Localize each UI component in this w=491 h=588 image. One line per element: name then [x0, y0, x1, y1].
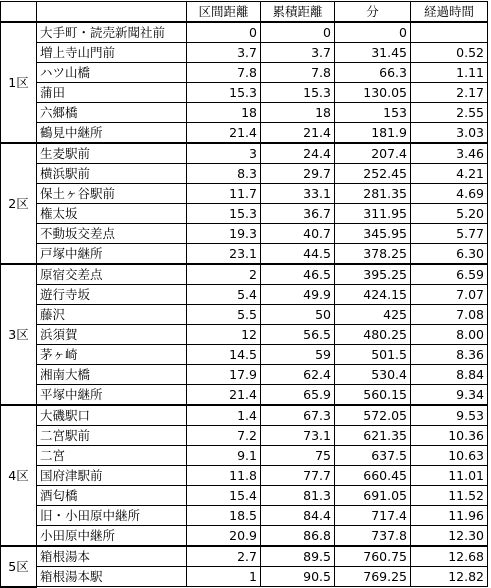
table-row	[1, 43, 488, 63]
minutes-cell[interactable]: 480.25	[335, 325, 411, 345]
interval-distance-cell[interactable]: 2.7	[187, 546, 261, 567]
cumulative-distance-cell[interactable]: 3.7	[261, 43, 335, 63]
interval-distance-cell[interactable]: 15.4	[187, 486, 261, 506]
cumulative-distance-cell[interactable]: 86.8	[261, 526, 335, 547]
elapsed-time-cell[interactable]: 11.96	[411, 506, 488, 526]
table-row	[1, 63, 488, 83]
table-row	[1, 264, 488, 285]
elapsed-time-cell[interactable]: 12.68	[411, 546, 488, 567]
minutes-cell[interactable]: 621.35	[335, 426, 411, 446]
minutes-cell[interactable]: 207.4	[335, 143, 411, 164]
checkpoint-name-cell[interactable]: 蒲田	[37, 83, 187, 103]
elapsed-time-cell[interactable]	[411, 22, 488, 43]
elapsed-time-cell[interactable]: 0.52	[411, 43, 488, 63]
table-row	[1, 123, 488, 144]
checkpoint-name-cell[interactable]: 箱根湯本駅	[37, 567, 187, 587]
cumulative-distance-cell[interactable]: 90.5	[261, 567, 335, 587]
table-row	[1, 285, 488, 305]
cumulative-distance-cell[interactable]: 77.7	[261, 466, 335, 486]
table-body	[1, 2, 488, 587]
checkpoint-name-cell[interactable]: 酒匂橋	[37, 486, 187, 506]
elapsed-time-cell[interactable]: 2.17	[411, 83, 488, 103]
interval-distance-cell[interactable]: 15.3	[187, 83, 261, 103]
table-row	[1, 345, 488, 365]
checkpoint-name-cell[interactable]: 横浜駅前	[37, 164, 187, 184]
elapsed-time-cell[interactable]: 5.20	[411, 204, 488, 224]
minutes-cell[interactable]: 660.45	[335, 466, 411, 486]
minutes-cell[interactable]: 395.25	[335, 264, 411, 285]
interval-distance-cell[interactable]: 2	[187, 264, 261, 285]
interval-distance-cell[interactable]: 9.1	[187, 446, 261, 466]
table-row	[1, 83, 488, 103]
interval-distance-cell[interactable]: 18.5	[187, 506, 261, 526]
table-row	[1, 405, 488, 426]
checkpoint-name-cell[interactable]: 原宿交差点	[37, 264, 187, 285]
elapsed-time-cell[interactable]: 10.63	[411, 446, 488, 466]
elapsed-time-cell[interactable]: 11.01	[411, 466, 488, 486]
minutes-cell[interactable]: 560.15	[335, 385, 411, 406]
interval-distance-cell[interactable]: 21.4	[187, 123, 261, 144]
cumulative-distance-cell[interactable]: 0	[261, 22, 335, 43]
cumulative-distance-cell[interactable]: 62.4	[261, 365, 335, 385]
cumulative-distance-cell[interactable]: 59	[261, 345, 335, 365]
checkpoint-name-cell[interactable]: 権太坂	[37, 204, 187, 224]
minutes-cell[interactable]: 572.05	[335, 405, 411, 426]
interval-distance-cell[interactable]: 14.5	[187, 345, 261, 365]
header-minutes[interactable]: 分	[335, 2, 411, 23]
minutes-cell[interactable]: 530.4	[335, 365, 411, 385]
header-cumulative-distance[interactable]: 累積距離	[261, 2, 335, 23]
interval-distance-cell[interactable]: 11.7	[187, 184, 261, 204]
interval-distance-cell[interactable]: 0	[187, 22, 261, 43]
minutes-cell[interactable]: 501.5	[335, 345, 411, 365]
table-row	[1, 143, 488, 164]
checkpoint-name-cell[interactable]: 平塚中継所	[37, 385, 187, 406]
cumulative-distance-cell[interactable]: 89.5	[261, 546, 335, 567]
cumulative-distance-cell[interactable]: 21.4	[261, 123, 335, 144]
checkpoint-name-cell[interactable]: 藤沢	[37, 305, 187, 325]
section-label-cell[interactable]: 4区	[1, 405, 37, 546]
cumulative-distance-cell[interactable]: 67.3	[261, 405, 335, 426]
checkpoint-name-cell[interactable]: 茅ヶ崎	[37, 345, 187, 365]
elapsed-time-cell[interactable]: 12.82	[411, 567, 488, 587]
minutes-cell[interactable]: 31.45	[335, 43, 411, 63]
elapsed-time-cell[interactable]: 3.46	[411, 143, 488, 164]
cumulative-distance-cell[interactable]: 73.1	[261, 426, 335, 446]
cumulative-distance-cell[interactable]: 49.9	[261, 285, 335, 305]
cumulative-distance-cell[interactable]: 75	[261, 446, 335, 466]
interval-distance-cell[interactable]: 3.7	[187, 43, 261, 63]
minutes-cell[interactable]: 760.75	[335, 546, 411, 567]
elapsed-time-cell[interactable]: 7.07	[411, 285, 488, 305]
minutes-cell[interactable]: 130.05	[335, 83, 411, 103]
minutes-cell[interactable]: 637.5	[335, 446, 411, 466]
cumulative-distance-cell[interactable]: 84.4	[261, 506, 335, 526]
checkpoint-name-cell[interactable]: 二宮駅前	[37, 426, 187, 446]
minutes-cell[interactable]: 378.25	[335, 244, 411, 265]
checkpoint-name-cell[interactable]: 浜須賀	[37, 325, 187, 345]
interval-distance-cell[interactable]: 7.8	[187, 63, 261, 83]
elapsed-time-cell[interactable]: 6.59	[411, 264, 488, 285]
interval-distance-cell[interactable]: 11.8	[187, 466, 261, 486]
table-row	[1, 204, 488, 224]
minutes-cell[interactable]: 0	[335, 22, 411, 43]
header-row	[1, 2, 488, 23]
cumulative-distance-cell[interactable]: 44.5	[261, 244, 335, 265]
elapsed-time-cell[interactable]: 7.08	[411, 305, 488, 325]
cumulative-distance-cell[interactable]: 46.5	[261, 264, 335, 285]
header-blank-name[interactable]	[37, 2, 187, 23]
checkpoint-name-cell[interactable]: 戸塚中継所	[37, 244, 187, 265]
checkpoint-name-cell[interactable]: 大磯駅口	[37, 405, 187, 426]
table-row	[1, 426, 488, 446]
table-row	[1, 103, 488, 123]
interval-distance-cell[interactable]: 18	[187, 103, 261, 123]
checkpoint-name-cell[interactable]: 小田原中継所	[37, 526, 187, 547]
elapsed-time-cell[interactable]: 8.84	[411, 365, 488, 385]
interval-distance-cell[interactable]: 5.4	[187, 285, 261, 305]
minutes-cell[interactable]: 717.4	[335, 506, 411, 526]
relay-course-table	[0, 1, 488, 588]
checkpoint-name-cell[interactable]: 六郷橋	[37, 103, 187, 123]
checkpoint-name-cell[interactable]: 二宮	[37, 446, 187, 466]
interval-distance-cell[interactable]: 12	[187, 325, 261, 345]
elapsed-time-cell[interactable]: 9.34	[411, 385, 488, 406]
elapsed-time-cell[interactable]: 9.53	[411, 405, 488, 426]
section-label-cell[interactable]: 3区	[1, 264, 37, 405]
minutes-cell[interactable]: 311.95	[335, 204, 411, 224]
minutes-cell[interactable]: 66.3	[335, 63, 411, 83]
cumulative-distance-cell[interactable]: 7.8	[261, 63, 335, 83]
header-elapsed-time[interactable]: 経過時間	[411, 2, 488, 23]
minutes-cell[interactable]: 252.45	[335, 164, 411, 184]
minutes-cell[interactable]: 281.35	[335, 184, 411, 204]
cumulative-distance-cell[interactable]: 36.7	[261, 204, 335, 224]
interval-distance-cell[interactable]: 1	[187, 567, 261, 587]
cumulative-distance-cell[interactable]: 29.7	[261, 164, 335, 184]
cumulative-distance-cell[interactable]: 40.7	[261, 224, 335, 244]
checkpoint-name-cell[interactable]: 遊行寺坂	[37, 285, 187, 305]
elapsed-time-cell[interactable]: 8.00	[411, 325, 488, 345]
interval-distance-cell[interactable]: 17.9	[187, 365, 261, 385]
interval-distance-cell[interactable]: 5.5	[187, 305, 261, 325]
interval-distance-cell[interactable]: 7.2	[187, 426, 261, 446]
table-row	[1, 365, 488, 385]
checkpoint-name-cell[interactable]: 湘南大橋	[37, 365, 187, 385]
cumulative-distance-cell[interactable]: 33.1	[261, 184, 335, 204]
minutes-cell[interactable]: 691.05	[335, 486, 411, 506]
interval-distance-cell[interactable]: 1.4	[187, 405, 261, 426]
minutes-cell[interactable]: 425	[335, 305, 411, 325]
elapsed-time-cell[interactable]: 11.52	[411, 486, 488, 506]
table-row	[1, 526, 488, 547]
elapsed-time-cell[interactable]: 4.69	[411, 184, 488, 204]
elapsed-time-cell[interactable]: 12.30	[411, 526, 488, 547]
interval-distance-cell[interactable]: 23.1	[187, 244, 261, 265]
table-row	[1, 184, 488, 204]
checkpoint-name-cell[interactable]: 旧・小田原中継所	[37, 506, 187, 526]
minutes-cell[interactable]: 345.95	[335, 224, 411, 244]
cumulative-distance-cell[interactable]: 56.5	[261, 325, 335, 345]
interval-distance-cell[interactable]: 20.9	[187, 526, 261, 547]
interval-distance-cell[interactable]: 8.3	[187, 164, 261, 184]
table-row	[1, 305, 488, 325]
section-label-cell[interactable]: 2区	[1, 143, 37, 264]
table-row	[1, 466, 488, 486]
interval-distance-cell[interactable]: 3	[187, 143, 261, 164]
interval-distance-cell[interactable]: 15.3	[187, 204, 261, 224]
section-label-cell[interactable]: 1区	[1, 22, 37, 143]
table-row	[1, 446, 488, 466]
elapsed-time-cell[interactable]: 6.30	[411, 244, 488, 265]
cumulative-distance-cell[interactable]: 15.3	[261, 83, 335, 103]
minutes-cell[interactable]: 424.15	[335, 285, 411, 305]
cumulative-distance-cell[interactable]: 18	[261, 103, 335, 123]
table-row	[1, 385, 488, 406]
cumulative-distance-cell[interactable]: 65.9	[261, 385, 335, 406]
elapsed-time-cell[interactable]: 3.03	[411, 123, 488, 144]
elapsed-time-cell[interactable]: 2.55	[411, 103, 488, 123]
elapsed-time-cell[interactable]: 4.21	[411, 164, 488, 184]
checkpoint-name-cell[interactable]: 箱根湯本	[37, 546, 187, 567]
interval-distance-cell[interactable]: 19.3	[187, 224, 261, 244]
header-interval-distance[interactable]: 区間距離	[187, 2, 261, 23]
minutes-cell[interactable]: 153	[335, 103, 411, 123]
table-row	[1, 486, 488, 506]
minutes-cell[interactable]: 769.25	[335, 567, 411, 587]
elapsed-time-cell[interactable]: 1.11	[411, 63, 488, 83]
table-row	[1, 244, 488, 265]
checkpoint-name-cell[interactable]: 不動坂交差点	[37, 224, 187, 244]
table-row	[1, 325, 488, 345]
checkpoint-name-cell[interactable]: ハツ山橋	[37, 63, 187, 83]
table-row	[1, 546, 488, 567]
checkpoint-name-cell[interactable]: 保土ヶ谷駅前	[37, 184, 187, 204]
minutes-cell[interactable]: 737.8	[335, 526, 411, 547]
cumulative-distance-cell[interactable]: 24.4	[261, 143, 335, 164]
checkpoint-name-cell[interactable]: 鶴見中継所	[37, 123, 187, 144]
cumulative-distance-cell[interactable]: 81.3	[261, 486, 335, 506]
elapsed-time-cell[interactable]: 8.36	[411, 345, 488, 365]
cumulative-distance-cell[interactable]: 50	[261, 305, 335, 325]
table-row	[1, 506, 488, 526]
minutes-cell[interactable]: 181.9	[335, 123, 411, 144]
table-row	[1, 22, 488, 43]
interval-distance-cell[interactable]: 21.4	[187, 385, 261, 406]
elapsed-time-cell[interactable]: 5.77	[411, 224, 488, 244]
section-label-cell[interactable]: 5区	[1, 546, 37, 587]
checkpoint-name-cell[interactable]: 大手町・読売新聞社前	[37, 22, 187, 43]
elapsed-time-cell[interactable]: 10.36	[411, 426, 488, 446]
table-row	[1, 567, 488, 587]
checkpoint-name-cell[interactable]: 生麦駅前	[37, 143, 187, 164]
checkpoint-name-cell[interactable]: 国府津駅前	[37, 466, 187, 486]
table-row	[1, 164, 488, 184]
checkpoint-name-cell[interactable]: 増上寺山門前	[37, 43, 187, 63]
table-row	[1, 224, 488, 244]
header-blank-section[interactable]	[1, 2, 37, 23]
